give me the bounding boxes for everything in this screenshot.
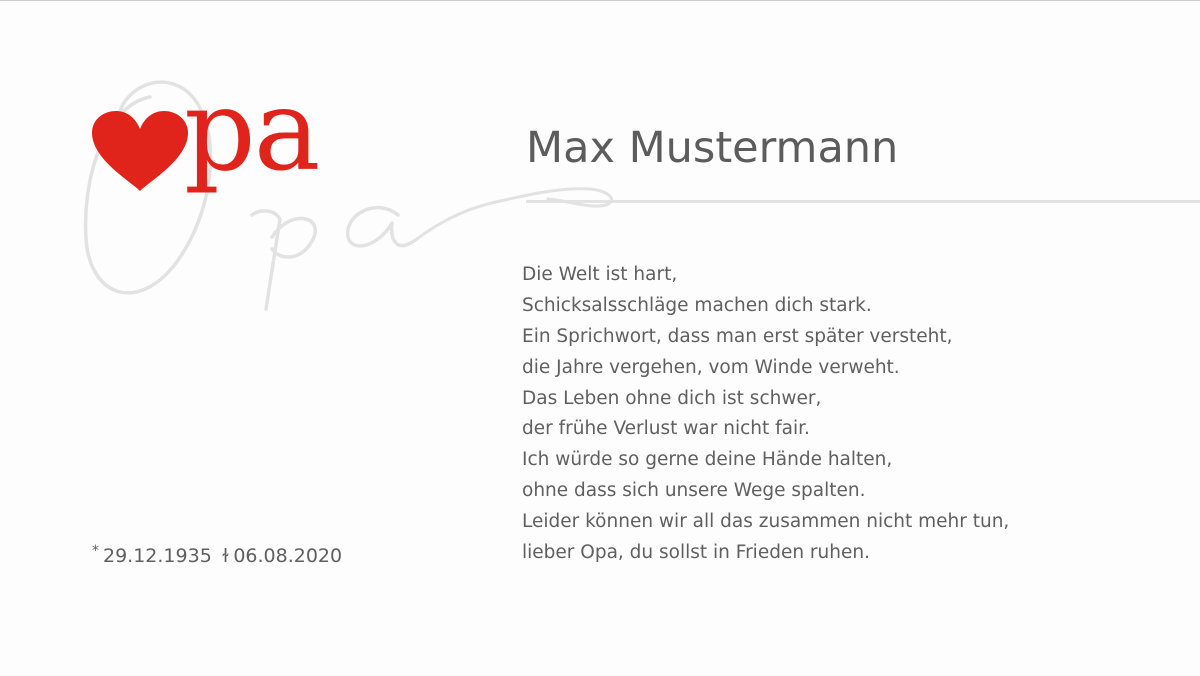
poem-line: Schicksalsschläge machen dich stark. bbox=[522, 294, 872, 316]
deceased-name: Max Mustermann bbox=[526, 123, 899, 173]
poem-line: Das Leben ohne dich ist schwer, bbox=[522, 387, 822, 409]
opa-logo bbox=[90, 66, 340, 227]
birth-date: 29.12.1935 bbox=[103, 545, 212, 567]
death-cross-icon: ɫ bbox=[221, 545, 230, 567]
poem-line: Leider können wir all das zusammen nicht mehr tun, bbox=[522, 511, 1010, 533]
poem-line: der frühe Verlust war nicht fair. bbox=[522, 418, 810, 440]
death-date: 06.08.2020 bbox=[233, 545, 343, 567]
name-divider bbox=[526, 200, 1200, 203]
poem-line: Ein Sprichwort, dass man erst später versteht, bbox=[522, 325, 953, 347]
poem bbox=[522, 260, 1009, 569]
poem-line: Ich würde so gerne deine Hände halten, bbox=[522, 449, 893, 471]
life-dates bbox=[92, 542, 342, 570]
logo-text: pa bbox=[184, 66, 319, 196]
birth-star-icon: * bbox=[92, 543, 99, 559]
poem-line: ohne dass sich unsere Wege spalten. bbox=[522, 480, 866, 502]
poem-line: die Jahre vergehen, vom Winde verweht. bbox=[522, 356, 900, 378]
heart-icon bbox=[90, 111, 190, 193]
poem-line: Die Welt ist hart, bbox=[522, 264, 678, 285]
poem-line: lieber Opa, du sollst in Frieden ruhen. bbox=[522, 542, 870, 564]
